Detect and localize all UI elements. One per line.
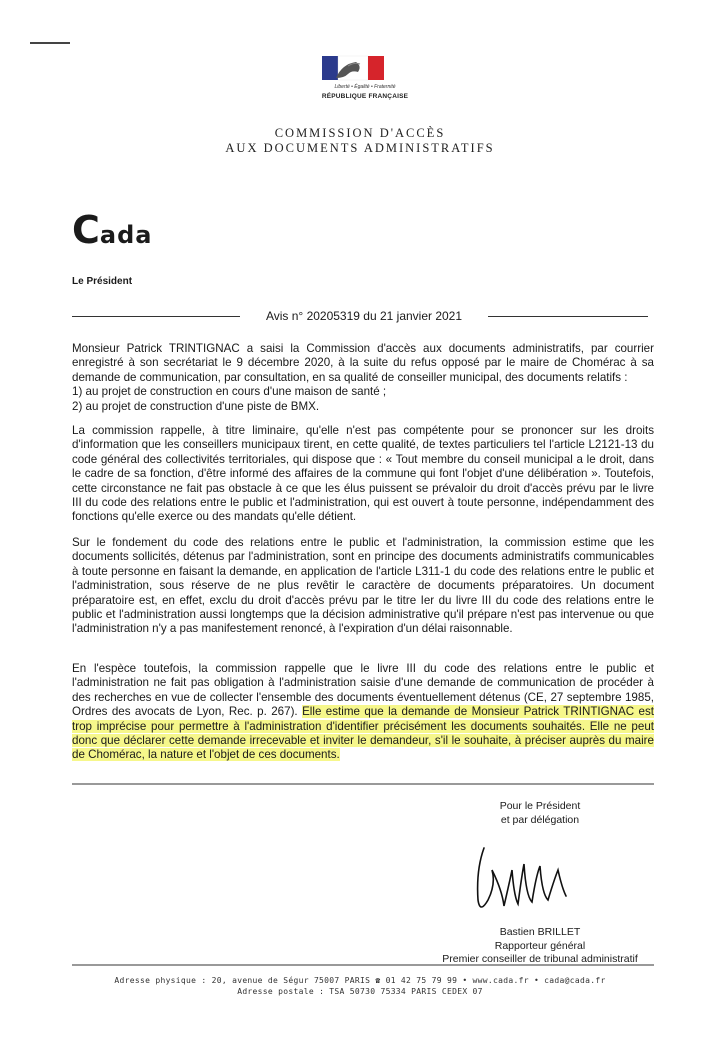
commission-title-line2: AUX DOCUMENTS ADMINISTRATIFS [225, 141, 495, 155]
scan-mark [30, 42, 70, 44]
signatory-name: Bastien BRILLET [499, 926, 581, 938]
paragraph-4-highlighted-text: Elle estime que la demande de Monsieur Patrick TRINTIGNAC est trop imprécise pour permettre à l'administration d'identifier précisément les documents souhaités. Elle ne peut donc que déclarer cette demande irrecevable et inviter le demandeur, s'il le souhaite, à préciser auprès du maire de Chomérac, la nature et l'objet de ces documents. [72, 705, 654, 762]
signatory-role: Rapporteur général [494, 939, 586, 952]
divider-rule-top [72, 783, 654, 785]
paragraph-1-item-1: 1) au projet de construction en cours d'une maison de santé ; [72, 385, 387, 399]
cada-logo-initial: C [72, 208, 100, 252]
paragraph-3: Sur le fondement du code des relations entre le public et l'administration, la commission estime que les documents sollicités, détenus par l'administration, sont en principe des documents administratifs communicables à toute personne en faisant la demande, en application de l'article L311-1 du code des relations entre le public et l'administration, sous réserve de ne plus revêtir le caractère de documents préparatoires. Un document préparatoire est, en effet, exclu du droit d'accès prévu par le titre Ier du livre III du code des relations entre le public et l'administration aussi longtemps que la décision administrative qu'il prépare n'est pas intervenue ou que l'administration n'y a pas manifestement renoncé, à l'expiration d'un délai raisonnable. [72, 536, 654, 636]
commission-title-line1: COMMISSION D'ACCÈS [274, 126, 446, 140]
handwritten-signature [462, 840, 582, 920]
paragraph-4-text: En l'espèce toutefois, la commission rappelle que le livre III du code des relations entre le public et l'administration ne fait pas obligation à l'administration saisie d'une demande de communication de procéder à des recherches en vue de collecter l'ensemble des documents éventuellement détenus (CE, 27 septembre 1985, Ordres des avocats de Lyon, Rec. p. 267). [72, 662, 654, 719]
cada-logo-rest: ada [99, 221, 153, 249]
paragraph-1-text: Monsieur Patrick TRINTIGNAC a saisi la Commission d'accès aux documents administratifs, par courrier enregistré à son secrétariat le 9 décembre 2020, à la suite du refus opposé par le maire de Chomérac à sa demande de communication, par consultation, en sa qualité de conseiller municipal, des documents relatifs : [72, 342, 654, 384]
signature-line1: Pour le Président [499, 800, 581, 812]
avis-divider-right [488, 316, 648, 317]
paragraph-1-item-2: 2) au projet de construction d'une piste de BMX. [72, 399, 320, 413]
paragraph-1 [72, 342, 654, 414]
signature-line2: et par délégation [500, 813, 580, 826]
cada-logo [72, 208, 152, 252]
signature-delegation [440, 800, 640, 827]
paragraph-2: La commission rappelle, à titre liminaire, qu'elle n'est pas compétente pour se prononcer sur les droits d'information que les conseillers municipaux tirent, en cette qualité, de textes particuliers tel l'article L2121-13 du code général des collectivités territoriales, qui dispose que : « Tout membre du conseil municipal a le droit, dans le cadre de sa fonction, d'être informé des affaires de la commune qui font l'objet d'une délibération ». Toutefois, cette circonstance ne fait pas obstacle à ce que les élus puissent se prévaloir du droit d'accès prévu par le livre III du code des relations entre le public et l'administration, qui est ouvert à toute personne, indépendamment des fonctions qu'elle exerce ou des mandats qu'elle détient. [72, 424, 654, 524]
president-label: Le Président [72, 276, 133, 287]
avis-title: Avis n° 20205319 du 21 janvier 2021 [265, 309, 463, 323]
footer-address-postal: Adresse postale : TSA 50730 75334 PARIS CEDEX 07 [237, 987, 483, 996]
logo-country: RÉPUBLIQUE FRANÇAISE [321, 93, 409, 100]
logo-tagline: Liberté • Égalité • Fraternité [334, 84, 396, 90]
paragraph-4 [72, 662, 654, 763]
marianne-logo-icon [322, 52, 412, 112]
footer-address-physical: Adresse physique : 20, avenue de Ségur 75007 PARIS ☎ 01 42 75 79 99 • www.cada.fr • cada@cada.fr [114, 976, 606, 985]
signatory-block [440, 926, 640, 967]
signatory-title: Premier conseiller de tribunal administratif [442, 953, 638, 965]
divider-rule-bottom [72, 964, 654, 966]
avis-divider-left [72, 316, 240, 317]
